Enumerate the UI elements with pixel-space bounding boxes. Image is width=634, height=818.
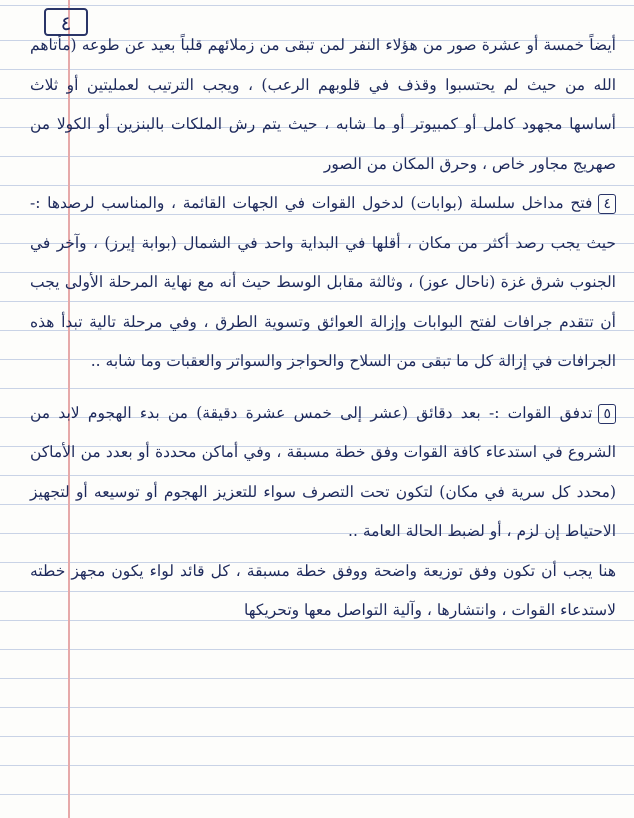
page-number: ٤ xyxy=(44,8,88,36)
item-number-box: ٤ xyxy=(598,194,616,214)
item-number-box: ٥ xyxy=(598,404,616,424)
paragraph-1: أيضاً خمسة أو عشرة صور من هؤلاء النفر لمن تبقى من زملائهم قلباً بعيد عن طوعه (مأتاهم الله من حيث لم يحتسبوا وقذف في قلوبهم الرعب) ، ويجب الترتيب لعمليتين أو ثلاث أساسها مجهود كامل أو كمبيوتر أو ما شابه ، حيث يتم رش الملكات بالبنزين أو الكولا من صهريج مجاور خاص ، وحرق المكان من الصور xyxy=(30,36,616,173)
paragraph-2-text: فتح مداخل سلسلة (بوابات) لدخول القوات في الجهات القائمة ، والمناسب لرصدها :- حيث يجب رصد أكثر من مكان ، أقلها في البداية واحد في الشمال (بوابة إيرز) ، وآخر في الجنوب شرق غزة (ناحال عوز) ، وثالثة مقابل الوسط حيث أنه مع نهاية المرحلة الأولى يجب أن تتقدم جرافات لفتح البوابات وإزالة العوائق وتسوية الطرق ، وفي مرحلة تالية تبدأ هذه الجرافات في إزالة كل ما تبقى من السلاح والحواجز والسواتر والعقبات وما شابه .. xyxy=(30,194,616,370)
paragraph-2 xyxy=(30,184,616,382)
paragraph-4: هنا يجب أن تكون وفق توزيعة واضحة ووفق خطة مسبقة ، كل قائد لواء يكون مجهز خطته لاستدعاء القوات ، وانتشارها ، وآلية التواصل معها وتحريكها xyxy=(30,561,616,619)
paragraph-3-text: تدفق القوات :- بعد دقائق (عشر إلى خمس عشرة دقيقة) من بدء الهجوم لابد من الشروع في استدعاء كافة القوات وفق خطة مسبقة ، وفي أماكن محددة أو بعدد من الأماكن (محدد كل سرية في مكان) لتكون تحت التصرف سواء للتعزيز الهجوم أو توسيعه أو لتجهيز الاحتياط إن لزم ، أو لضبط الحالة العامة .. xyxy=(30,403,616,540)
paragraph-3 xyxy=(30,394,616,552)
handwritten-text xyxy=(30,26,616,631)
